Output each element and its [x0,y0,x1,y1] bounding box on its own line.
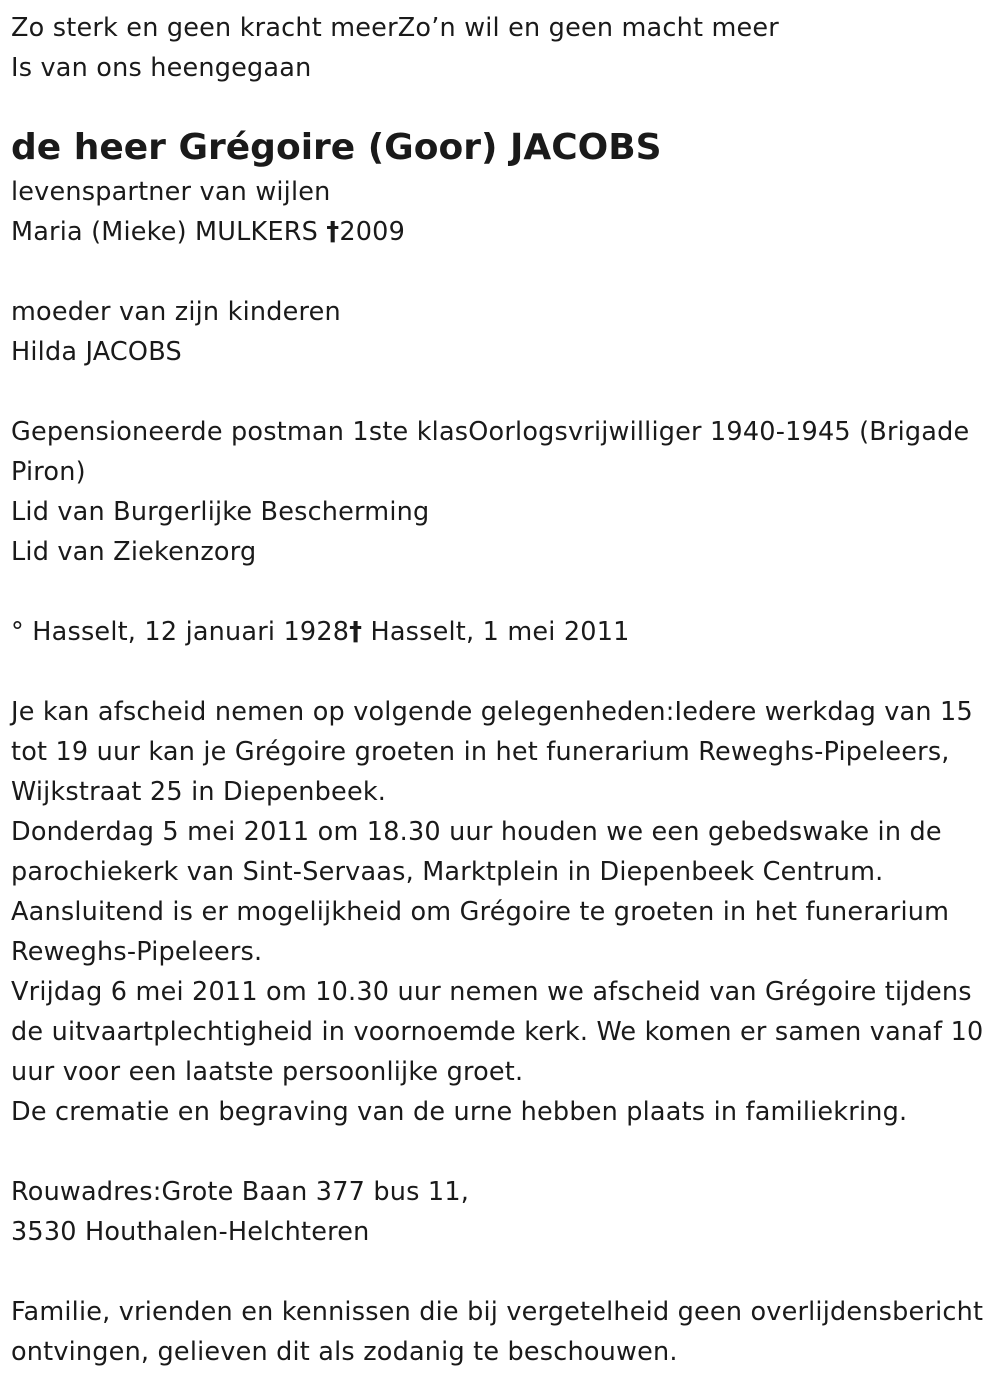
address-line-1: Rouwadres:Grote Baan 377 bus 11, [11,1177,470,1207]
partner-name: Maria (Mieke) MULKERS [11,217,319,247]
spacer [11,1132,1000,1172]
farewell-paragraph-3: Aansluitend is er mogelijkheid om Grégoire te groeten in het funerarium Reweghs-Pipeleers. [11,897,950,967]
career-line-2: Lid van Burgerlijke Bescherming [11,497,430,527]
closing-text: Familie, vrienden en kennissen die bij vergetelheid geen overlijdensbericht ontvingen, gelieven dit als zodanig te beschouwen. [11,1297,984,1367]
spacer [11,252,1000,292]
spacer [11,652,1000,692]
spacer [11,572,1000,612]
partner-relation: levenspartner van wijlen [11,177,331,207]
career-line-1: Gepensioneerde postman 1ste klasOorlogsvrijwilliger 1940-1945 (Brigade Piron) [11,417,970,487]
spacer [11,372,1000,412]
partner-death-year: 2009 [339,217,406,247]
farewell-paragraph-5: De crematie en begraving van de urne hebben plaats in familiekring. [11,1097,908,1127]
life-dates [11,612,1000,652]
spacer [11,1252,1000,1292]
opening-line-1: Zo sterk en geen kracht meerZo’n wil en geen macht meer [11,13,779,43]
career-line-3: Lid van Ziekenzorg [11,537,257,567]
children-mother-relation: moeder van zijn kinderen [11,297,341,327]
farewell-paragraph-4: Vrijdag 6 mei 2011 om 10.30 uur nemen we afscheid van Grégoire tijdens de uitvaartplechtigheid in voornoemde kerk. We komen er samen vanaf 10 uur voor een laatste persoonlijke groet. [11,977,984,1087]
death-date: Hasselt, 1 mei 2011 [362,617,630,647]
opening-line-2: Is van ons heengegaan [11,53,312,83]
address-line-2: 3530 Houthalen-Helchteren [11,1217,370,1247]
partner-line [11,212,1000,252]
cross-icon: † [326,217,340,247]
birth-date: ° Hasselt, 12 januari 1928 [11,617,350,647]
cross-icon: † [349,617,363,647]
children-mother-name: Hilda JACOBS [11,337,182,367]
farewell-paragraph-2: Donderdag 5 mei 2011 om 18.30 uur houden we een gebedswake in de parochiekerk van Sint-Servaas, Marktplein in Diepenbeek Centrum. [11,817,942,887]
farewell-paragraph-1: Je kan afscheid nemen op volgende gelegenheden:Iedere werkdag van 15 tot 19 uur kan je Grégoire groeten in het funerarium Reweghs-Pipeleers, Wijkstraat 25 in Diepenbeek. [11,697,973,807]
deceased-name: de heer Grégoire (Goor) JACOBS [11,127,662,168]
